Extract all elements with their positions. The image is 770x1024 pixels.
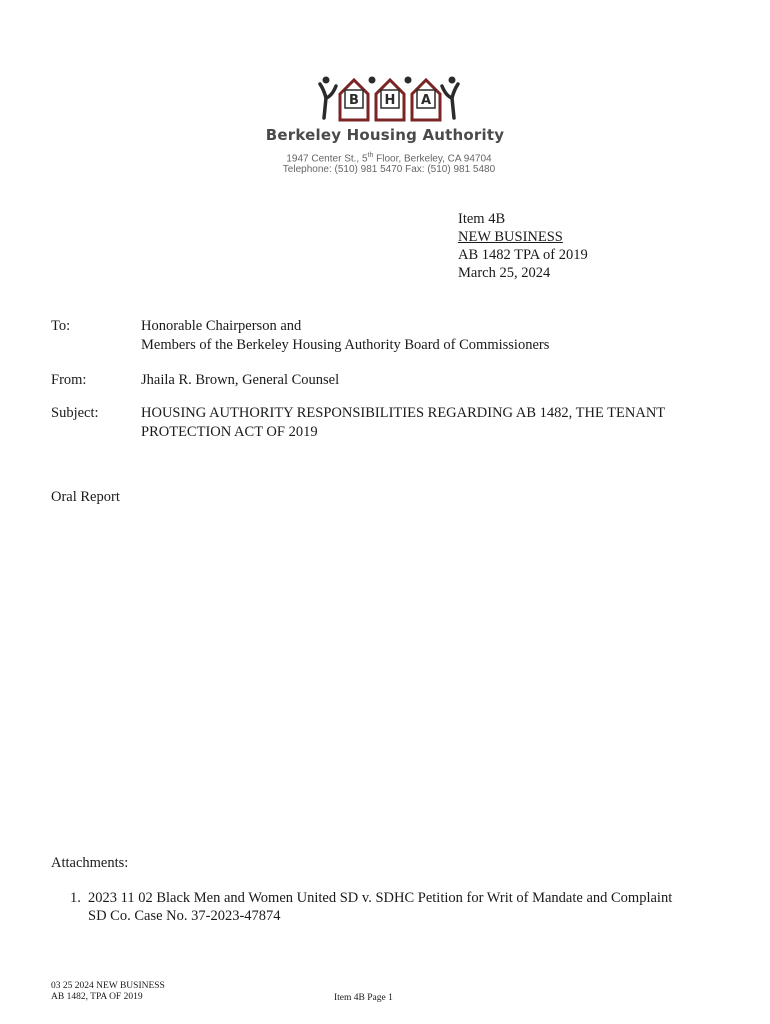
logo-letter-h: H [384,93,396,108]
logo-house-a [412,80,440,120]
attachments-heading: Attachments: [51,855,129,871]
logo-letter-a: A [420,93,432,108]
bha-logo [314,72,464,124]
attachments-list [70,889,730,925]
address-street: 1947 Center St., 5 [286,153,368,165]
item-header-block [458,210,588,282]
subject-line-1: HOUSING AUTHORITY RESPONSIBILITIES REGARDING AB 1482, THE TENANT [141,405,666,421]
phone-fax-line: Telephone: (510) 981 5470 Fax: (510) 981 5480 [282,164,496,175]
footer-topic-line: AB 1482, TPA OF 2019 [51,992,143,1002]
item-category: NEW BUSINESS [458,229,563,245]
subject-label: Subject: [51,405,99,421]
item-date: March 25, 2024 [458,265,551,281]
oral-report-text: Oral Report [51,489,120,505]
item-number: Item 4B [458,211,506,227]
attachment-item [70,889,730,925]
attachment-line-2: SD Co. Case No. 37-2023-47874 [88,908,281,924]
from-value: Jhaila R. Brown, General Counsel [141,372,340,388]
subject-line-2: PROTECTION ACT OF 2019 [141,423,318,440]
footer-left [51,981,165,1003]
from-label: From: [51,372,87,388]
item-topic: AB 1482 TPA of 2019 [458,247,588,263]
subject-value [141,404,741,441]
address-city: Floor, Berkeley, CA 94704 [373,153,492,165]
to-value [141,317,549,354]
footer-date-line: 03 25 2024 NEW BUSINESS [51,981,165,991]
logo-letter-b: B [349,93,359,108]
page-number: Item 4B Page 1 [334,993,393,1003]
address-line [0,152,770,164]
to-line-1: Honorable Chairperson and [141,318,302,334]
logo-house-h [376,80,404,120]
to-line-2: Members of the Berkeley Housing Authority Board of Commissioners [141,336,550,353]
logo-figure-right [442,84,458,118]
attachment-line-1: 2023 11 02 Black Men and Women United SD v. SDHC Petition for Writ of Mandate and Complaint [88,890,673,906]
attachment-number: 1. [70,890,81,906]
organization-name: Berkeley Housing Authority [265,126,505,144]
logo-figure-left [320,84,336,118]
to-label: To: [51,318,71,334]
address-ordinal: th [367,152,374,159]
logo-house-b [340,80,368,120]
